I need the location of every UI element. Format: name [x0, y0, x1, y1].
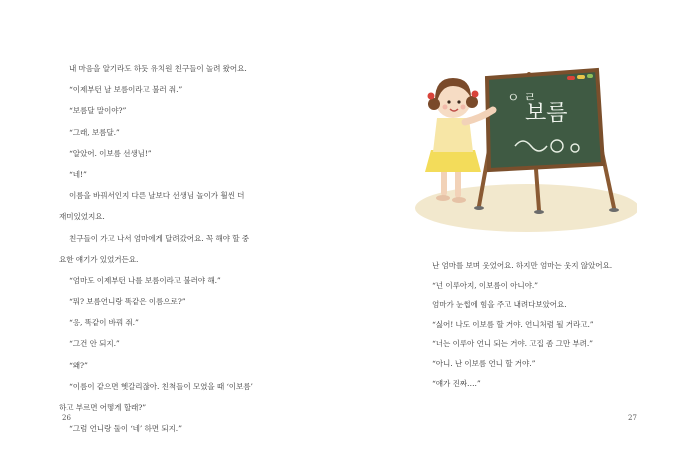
text-line: 엄마가 눈썹에 힘을 주고 내려다보았어요.: [432, 300, 567, 310]
text-line: “얘가 진짜….”: [432, 378, 481, 388]
text-line: 난 엄마를 보며 웃었어요. 하지만 엄마는 웃지 않았어요.: [432, 261, 613, 270]
text-line: “이제부턴 날 보름이라고 불러 줘.”: [69, 85, 183, 95]
text-line: “너는 이루아 언니 되는 거야. 고집 좀 그만 부려.”: [432, 339, 593, 349]
text-line: “이름이 같으면 헷갈리잖아. 친척들이 모였을 때 ‘이보름’: [69, 381, 253, 391]
left-page-text: [59, 62, 299, 443]
text-line: “싫어! 나도 이보름 할 거야. 언니처럼 될 거라고.”: [432, 319, 594, 329]
text-line: “뭐? 보름언니랑 똑같은 이름으로?”: [69, 297, 186, 307]
text-line: “응, 똑같이 바꿔 줘.”: [69, 318, 139, 328]
right-page-text: [422, 259, 672, 396]
text-line: 내 마음을 알기라도 하듯 유치원 친구들이 놀려 왔어요.: [69, 64, 247, 73]
chalk-letters: ㅇ ㄹ: [507, 91, 537, 106]
page-number: 27: [628, 414, 637, 422]
text-line: 하고 부르면 어떻게 할래?”: [59, 403, 147, 412]
chalkboard-text: 보름: [525, 101, 568, 126]
text-line: “아니. 난 이보름 언니 할 거야.”: [432, 358, 536, 368]
text-line: 이름을 바꿔서인지 다른 날보다 선생님 놀이가 훨씬 더: [69, 191, 245, 201]
text-line: “왜?”: [69, 360, 88, 370]
page-number: 26: [62, 414, 71, 422]
text-line: “네!”: [69, 169, 87, 179]
text-line: “넌 이루아지, 이보름이 아니야.”: [432, 280, 538, 290]
right-page: [350, 0, 700, 460]
text-line: “보름달 말이야?”: [69, 106, 127, 116]
text-line: “그래, 보름달.”: [69, 127, 120, 137]
text-line: “엄마도 이제부턴 나를 보름이라고 불러야 해.”: [69, 275, 221, 285]
text-line: “그건 안 되지.”: [69, 339, 120, 349]
text-line: 재미있었지요.: [59, 212, 105, 222]
text-line: “그럼 언니랑 둘이 ‘네’ 하면 되지.”: [69, 424, 182, 434]
text-line: “알았어. 이보름 선생님!”: [69, 148, 152, 158]
text-line: 친구들이 가고 나서 엄마에게 달려갔어요. 꼭 해야 할 중: [69, 233, 250, 243]
text-line: 요한 얘기가 있었거든요.: [59, 254, 139, 264]
